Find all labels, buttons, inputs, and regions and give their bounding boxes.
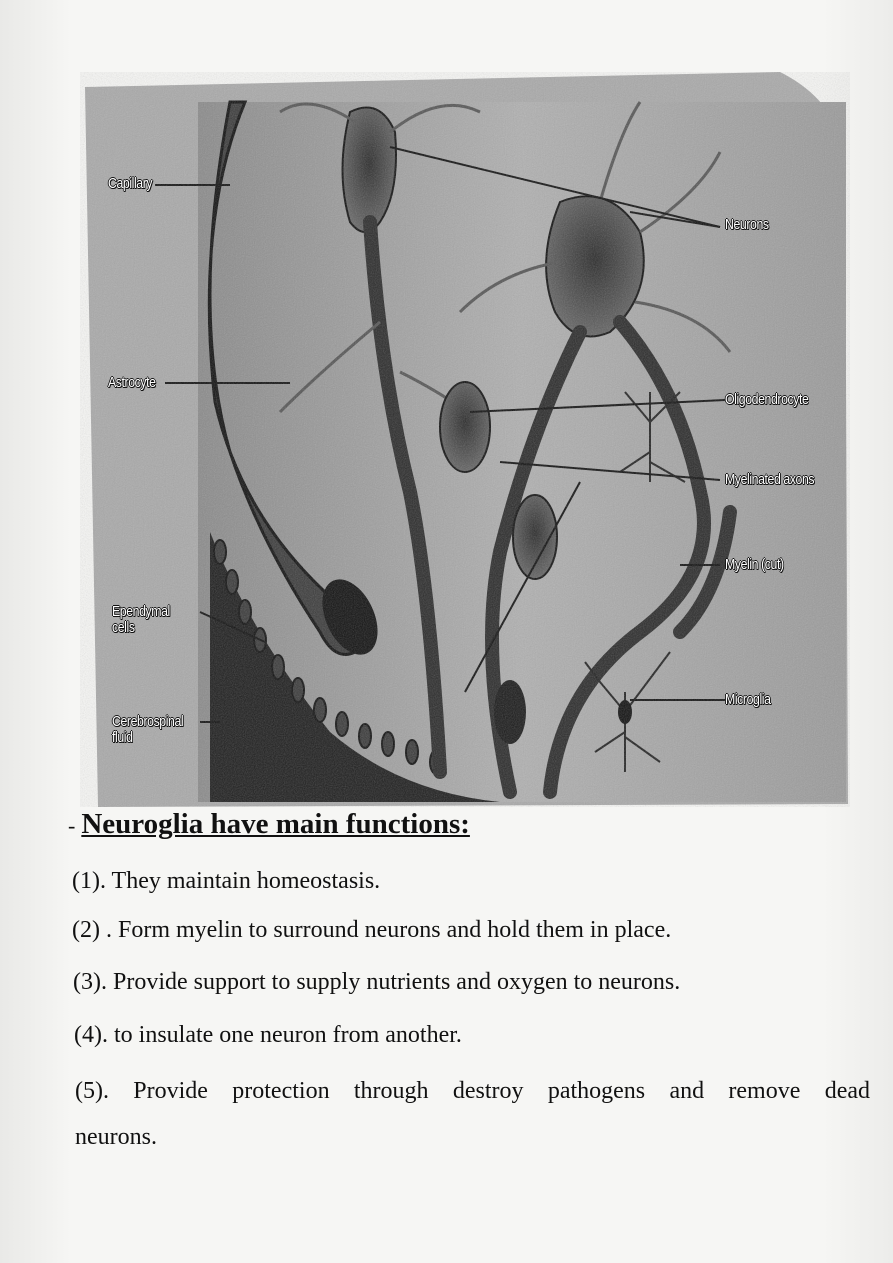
label-neurons: Neurons <box>725 216 769 233</box>
label-capillary: Capillary <box>108 175 153 192</box>
label-astrocyte: Astrocyte <box>108 374 156 391</box>
label-cerebrospinal-fluid: Cerebrospinal fluid <box>112 713 184 746</box>
label-myelin-cut: Myelin (cut) <box>725 556 784 573</box>
section-heading <box>68 808 470 841</box>
label-ependymal-cells: Ependymal cells <box>112 603 170 636</box>
function-item-5: (5). Provide protection through destroy pathogens and remove dead neurons. <box>75 1078 870 1150</box>
function-item-2: (2) . Form myelin to surround neurons and hold them in place. <box>72 917 672 943</box>
function-item-1: (1). They maintain homeostasis. <box>72 868 381 894</box>
label-microglia: Microglia <box>725 691 771 708</box>
heading-text: Neuroglia have main functions: <box>81 808 470 840</box>
function-item-3: (3). Provide support to supply nutrients and oxygen to neurons. <box>73 969 681 995</box>
neuroglia-diagram <box>80 72 850 807</box>
heading-dash: - <box>68 813 76 838</box>
function-item-4: (4). to insulate one neuron from another. <box>74 1022 462 1048</box>
label-myelinated-axons: Myelinated axons <box>725 471 815 488</box>
label-oligodendrocyte: Oligodendrocyte <box>725 391 809 408</box>
